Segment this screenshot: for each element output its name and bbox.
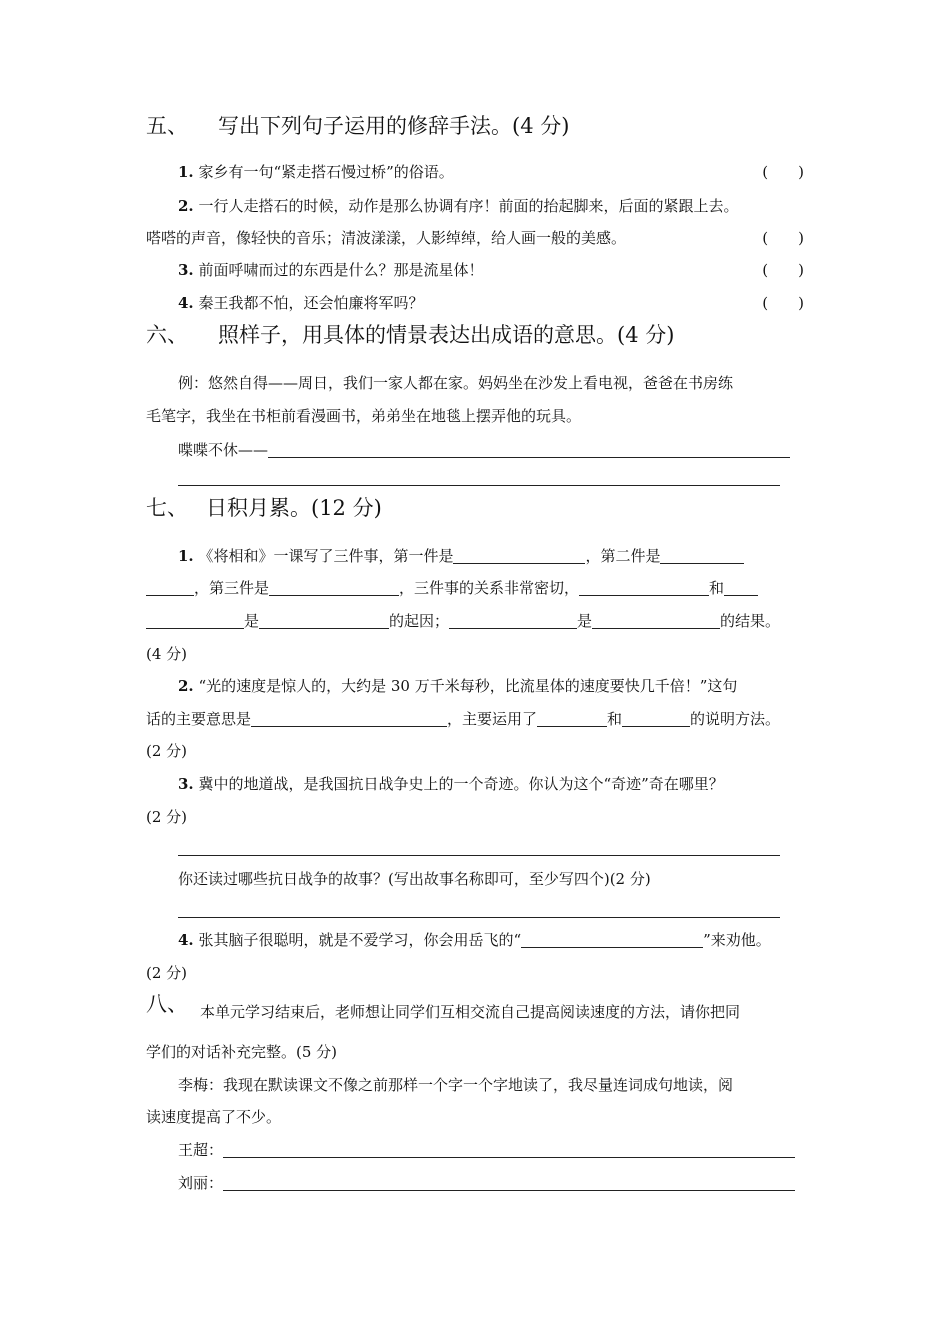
s5-item-3 bbox=[178, 260, 483, 280]
s7-q1-blank-2b[interactable] bbox=[146, 579, 194, 596]
s8-li-line-2: 读速度提高了不少。 bbox=[146, 1108, 282, 1126]
s7-q2-number: 2. bbox=[178, 677, 194, 695]
section-8-title-line-2: 学们的对话补充完整。(5 分) bbox=[146, 1043, 338, 1061]
s5-item-2-text-1: 一行人走搭石的时候，动作是那么协调有序！前面的抬起脚来，后面的紧跟上去。 bbox=[198, 197, 739, 215]
s7-q1-line-3 bbox=[146, 611, 780, 631]
section-6-number: 六、 bbox=[146, 323, 188, 347]
s5-item-1 bbox=[178, 162, 454, 182]
s7-q1-text-c: ，第三件是 bbox=[194, 579, 270, 597]
s7-q1-text-e: 和 bbox=[709, 579, 725, 597]
s6-example-line-2: 毛笔字，我坐在书柜前看漫画书，弟弟坐在地毯上摆弄他的玩具。 bbox=[146, 407, 582, 425]
s6-example-line-1: 例：悠然自得——周日，我们一家人都在家。妈妈坐在沙发上看电视，爸爸在书房练 bbox=[178, 374, 734, 392]
s5-item-3-text: 前面呼啸而过的东西是什么？那是流星体！ bbox=[198, 261, 484, 279]
s7-q3-text-a: 冀中的地道战，是我国抗日战争史上的一个奇迹。你认为这个“奇迹”奇在哪里？ bbox=[198, 775, 724, 793]
s7-q1-text-g: 的起因； bbox=[389, 612, 450, 630]
s7-q4-blank[interactable] bbox=[521, 931, 703, 948]
s8-wang bbox=[178, 1140, 795, 1160]
s8-wang-answer-blank[interactable] bbox=[223, 1141, 795, 1158]
s7-q1-blank-4[interactable] bbox=[579, 579, 709, 596]
s7-q1-text-h: 是 bbox=[577, 612, 593, 630]
s5-item-1-number: 1. bbox=[178, 163, 194, 181]
s7-q3-number: 3. bbox=[178, 775, 194, 793]
s7-q1-blank-3[interactable] bbox=[269, 579, 399, 596]
s7-q1-line-2 bbox=[146, 578, 758, 598]
s7-q2-score: (2 分) bbox=[146, 742, 188, 760]
s7-q1-text-f: 是 bbox=[244, 612, 260, 630]
s7-q4-line-1 bbox=[178, 930, 771, 950]
s5-item-1-answer-paren[interactable]: ( ) bbox=[762, 163, 804, 181]
s7-q2-text-b: 话的主要意思是 bbox=[146, 710, 252, 728]
s7-q2-text-a: “光的速度是惊人的，大约是 30 万千米每秒，比流星体的速度要快几千倍！”这句 bbox=[198, 677, 738, 695]
s7-q3-line-1 bbox=[178, 774, 724, 794]
s5-item-4-answer-paren[interactable]: ( ) bbox=[762, 294, 804, 312]
s7-q1-line-1 bbox=[178, 546, 744, 566]
s7-q1-text-a: 《将相和》一课写了三件事，第一件是 bbox=[198, 547, 454, 565]
s7-q2-text-e: 的说明方法。 bbox=[690, 710, 781, 728]
s6-prompt bbox=[178, 440, 790, 460]
section-5-heading bbox=[146, 112, 569, 140]
s6-prompt-label: 喋喋不休—— bbox=[178, 441, 269, 459]
s8-wang-label: 王超： bbox=[178, 1141, 224, 1159]
s8-li-line-1: 李梅：我现在默读课文不像之前那样一个字一个字地读了，我尽量连词成句地读，阅 bbox=[178, 1076, 734, 1094]
s7-q2-text-c: ，主要运用了 bbox=[447, 710, 538, 728]
s7-q1-blank-6[interactable] bbox=[259, 612, 389, 629]
s6-answer-line-2[interactable] bbox=[178, 485, 780, 486]
s8-liu bbox=[178, 1173, 795, 1193]
s5-item-2-line-1 bbox=[178, 196, 738, 216]
section-6-heading bbox=[146, 321, 674, 349]
s7-q1-text-d: ，三件事的关系非常密切， bbox=[399, 579, 580, 597]
s7-q3-score: (2 分) bbox=[146, 808, 188, 826]
s7-q1-blank-1[interactable] bbox=[453, 547, 585, 564]
s7-q4-score: (2 分) bbox=[146, 964, 188, 982]
section-5-number: 五、 bbox=[146, 114, 188, 138]
s7-q1-blank-7[interactable] bbox=[449, 612, 577, 629]
section-7-number: 七、 bbox=[146, 496, 188, 520]
s7-q2-text-d: 和 bbox=[607, 710, 623, 728]
s5-item-1-text: 家乡有一句“紧走搭石慢过桥”的俗语。 bbox=[198, 163, 454, 181]
s7-q2-blank-2[interactable] bbox=[537, 710, 607, 727]
s5-item-2-text-2: 嗒嗒的声音，像轻快的音乐；清波漾漾，人影绰绰，给人画一般的美感。 bbox=[146, 229, 627, 247]
s7-q1-text-i: 的结果。 bbox=[720, 612, 781, 630]
s7-q1-blank-5b[interactable] bbox=[146, 612, 244, 629]
s7-q1-blank-8[interactable] bbox=[592, 612, 720, 629]
s6-answer-blank[interactable] bbox=[268, 441, 790, 458]
s7-q3-answer-line-2[interactable] bbox=[178, 917, 780, 918]
section-8-number: 八、 bbox=[146, 992, 188, 1016]
s5-item-2-number: 2. bbox=[178, 197, 194, 215]
s5-item-4-number: 4. bbox=[178, 294, 194, 312]
s8-liu-answer-blank[interactable] bbox=[223, 1174, 795, 1191]
s7-q1-number: 1. bbox=[178, 547, 194, 565]
s5-item-2-answer-paren[interactable]: ( ) bbox=[762, 229, 804, 247]
s7-q1-score: (4 分) bbox=[146, 645, 188, 663]
s5-item-3-number: 3. bbox=[178, 261, 194, 279]
section-8-title-line-1: 本单元学习结束后，老师想让同学们互相交流自己提高阅读速度的方法，请你把同 bbox=[200, 1003, 741, 1021]
s5-item-4 bbox=[178, 293, 423, 313]
s7-q1-text-b: ，第二件是 bbox=[585, 547, 661, 565]
s5-item-3-answer-paren[interactable]: ( ) bbox=[762, 261, 804, 279]
s7-q1-blank-2a[interactable] bbox=[660, 547, 744, 564]
section-5-title: 写出下列句子运用的修辞手法。(4 分) bbox=[218, 114, 570, 138]
section-7-title: 日积月累。(12 分) bbox=[206, 496, 382, 520]
section-6-title: 照样子，用具体的情景表达出成语的意思。(4 分) bbox=[218, 323, 675, 347]
s7-q3-text-b: 你还读过哪些抗日战争的故事？(写出故事名称即可，至少写四个)(2 分) bbox=[178, 870, 651, 888]
s7-q4-number: 4. bbox=[178, 931, 194, 949]
s7-q2-line-2 bbox=[146, 709, 780, 729]
s7-q2-line-1 bbox=[178, 676, 737, 696]
section-7-heading bbox=[146, 494, 382, 522]
s7-q4-text-a: 张其脑子很聪明，就是不爱学习，你会用岳飞的“ bbox=[198, 931, 522, 949]
s8-liu-label: 刘丽： bbox=[178, 1174, 224, 1192]
s7-q4-text-b: ”来劝他。 bbox=[703, 931, 771, 949]
s5-item-4-text: 秦王我都不怕，还会怕廉将军吗？ bbox=[198, 294, 424, 312]
s7-q1-blank-5a[interactable] bbox=[724, 579, 758, 596]
s7-q3-answer-line-1[interactable] bbox=[178, 855, 780, 856]
s7-q2-blank-3[interactable] bbox=[622, 710, 690, 727]
s7-q2-blank-1[interactable] bbox=[251, 710, 447, 727]
